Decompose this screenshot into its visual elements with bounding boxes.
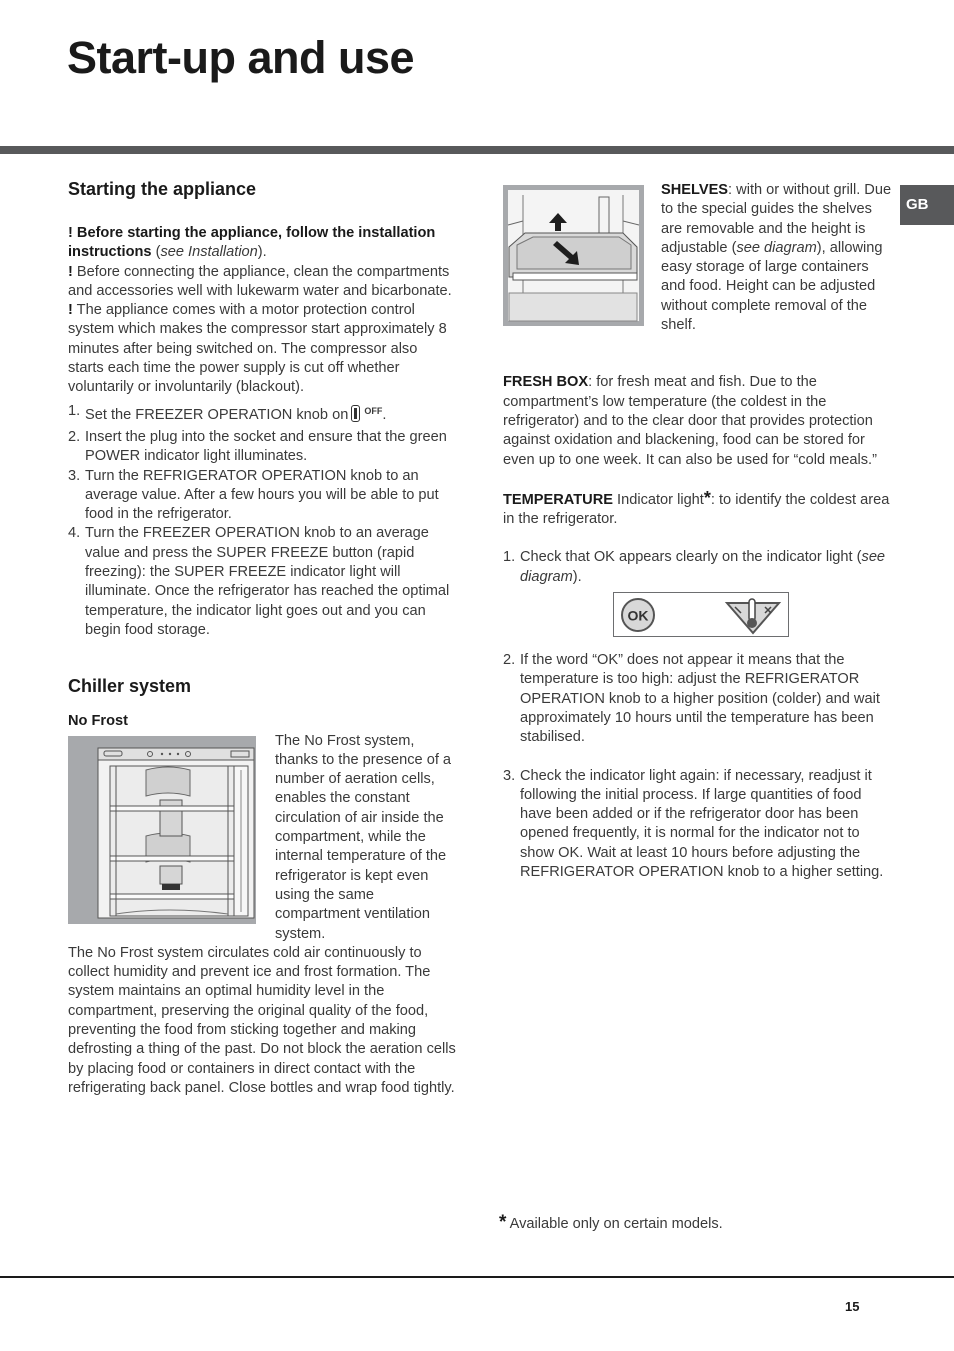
see-diagram-ref: see diagram: [520, 549, 886, 585]
list-item: [503, 548, 893, 587]
chiller-heading: Chiller system: [68, 676, 192, 697]
footnote: [499, 1212, 723, 1234]
temperature-text: Indicator light: [613, 491, 704, 508]
step-number: 4.: [68, 525, 81, 542]
shelves-text-end: ), allowing easy storage of large containers and food. Height can be adjusted without complete removal of the shelf.: [661, 239, 883, 334]
step-number: 2.: [503, 652, 516, 669]
fridge-interior-illustration: [68, 736, 256, 930]
page-title: Start-up and use: [67, 32, 415, 83]
temperature-indicator-diagram: [613, 592, 789, 637]
list-item: [68, 524, 456, 640]
step-text-end: ).: [572, 568, 582, 585]
see-installation-ref: see Installation: [160, 244, 258, 261]
fresh-box-label: FRESH BOX: [503, 374, 589, 391]
step-number: 3.: [68, 467, 81, 484]
step-text: Check that OK appears clearly on the indicator light (: [520, 549, 862, 566]
step-text: Check the indicator light again: if necessary, readjust it following the initial process. If large quantities of food have been added or if the refrigerator door has been opened frequently, it is normal for the indicator not to show OK. Wait at least 10 hours before adjusting the REFRIGERATOR OPERATION knob to a higher setting.: [520, 767, 884, 881]
left-column: [68, 177, 456, 1098]
starting-note-2: [68, 263, 456, 302]
step-text: Turn the FREEZER OPERATION knob to an average value and press the SUPER FREEZE button (rapid freezing): the SUPER FREEZE indicator light will illuminate. Once the refrigerator has reached the optimal temperature, the indicator light goes out and you can begin food storage.: [85, 525, 450, 638]
see-diagram-ref: see diagram: [736, 239, 817, 256]
shelf-adjust-illustration: [503, 185, 644, 332]
starting-note-1: [68, 224, 456, 263]
step-number: 1.: [503, 549, 516, 566]
off-label: OFF: [364, 405, 383, 416]
step-number: 1.: [68, 402, 81, 419]
starting-note-3-text: The appliance comes with a motor protection control system which makes the compressor start approximately 8 minutes after being switched on. The compressor also starts each time the power supply is cut off whether voluntarily or involuntarily (blackout).: [68, 302, 447, 396]
right-column: [503, 181, 893, 882]
temperature-steps: [503, 548, 893, 587]
starting-note-1-bold: ! Before starting the appliance, follow the installation instructions: [68, 225, 436, 261]
starting-note-3: [68, 301, 456, 397]
footnote-text: Available only on certain models.: [506, 1216, 723, 1232]
list-item: [503, 767, 893, 883]
list-item: 1. Set the FREEZER OPERATION knob on $^{OFF}$.: [68, 402, 387, 423]
footer-rule: [0, 1276, 954, 1278]
starting-steps: [68, 402, 456, 641]
shelves-text: : with or without grill. Due to the special guides the shelves are removable and the height is adjustable (: [661, 182, 892, 256]
page-number: 15: [845, 1299, 860, 1314]
warning-mark: !: [68, 263, 73, 280]
paren-close: ).: [257, 244, 267, 261]
paren-open: (: [151, 244, 161, 261]
step-text: Set the FREEZER OPERATION knob on: [85, 406, 349, 423]
temperature-text-end: : to identify the coldest area in the refrigerator.: [503, 491, 890, 528]
header-rule: [0, 146, 954, 154]
fresh-box-paragraph: [503, 373, 893, 469]
fresh-box-text: : for fresh meat and fish. Due to the compartment’s low temperature (the coldest in the refrigerator) and to the clear door that provides protection against oxidation and blackening, food can be stored for even up to one week. It can also be used for “cold meals.”: [503, 374, 877, 468]
step-text: Turn the REFRIGERATOR OPERATION knob to an average value. After a few hours you will be able to put food in the refrigerator.: [85, 467, 439, 523]
ok-indicator-icon: [619, 596, 657, 634]
shelves-label: SHELVES: [661, 182, 729, 198]
list-item: [503, 651, 893, 747]
asterisk-mark: *: [499, 1212, 507, 1233]
step-text: If the word “OK” does not appear it means that the temperature is too high: adjust the REFRIGERATOR OPERATION knob to a higher position (colder) and wait approximately 10 hours until the temperature has been stabilised.: [520, 652, 880, 746]
ok-text: OK: [627, 607, 649, 624]
step-text: Insert the plug into the socket and ensure that the green POWER indicator light illuminates.: [85, 428, 447, 465]
thermometer-snowflake-icon: [723, 595, 783, 635]
temperature-steps-continued: [503, 651, 893, 882]
starting-heading: Starting the appliance: [68, 179, 257, 199]
no-frost-text-2: The No Frost system circulates cold air continuously to collect humidity and prevent ice and frost formation. The system maintains an optimal humidity level in the compartment, preserving the original quality of the food, preventing the food from sticking together and making defrosting a thing of the past. Do not block the aeration cells by placing food or containers in direct contact with the refrigerating back panel. Close bottles and wrap food tightly.: [68, 944, 456, 1096]
step-number: 2.: [68, 428, 81, 445]
starting-note-2-text: Before connecting the appliance, clean the compartments and accessories well with lukewarm water and bicarbonate.: [68, 263, 452, 299]
list-item: [68, 428, 456, 467]
no-frost-subheading: No Frost: [68, 713, 128, 730]
knob-icon: [351, 405, 360, 422]
step-number: 3.: [503, 767, 516, 784]
asterisk-mark: *: [703, 487, 711, 508]
temperature-label: TEMPERATURE: [503, 491, 613, 508]
no-frost-text-1: The No Frost system, thanks to the presence of a number of aeration cells, enables the constant circulation of air inside the compartment, while the internal temperature of the refrigerator is kept even using the same compartment ventilation system.: [275, 732, 452, 942]
list-item: [68, 467, 456, 525]
language-tab: GB: [900, 185, 954, 225]
warning-mark: !: [68, 302, 73, 319]
temperature-paragraph: [503, 489, 893, 530]
